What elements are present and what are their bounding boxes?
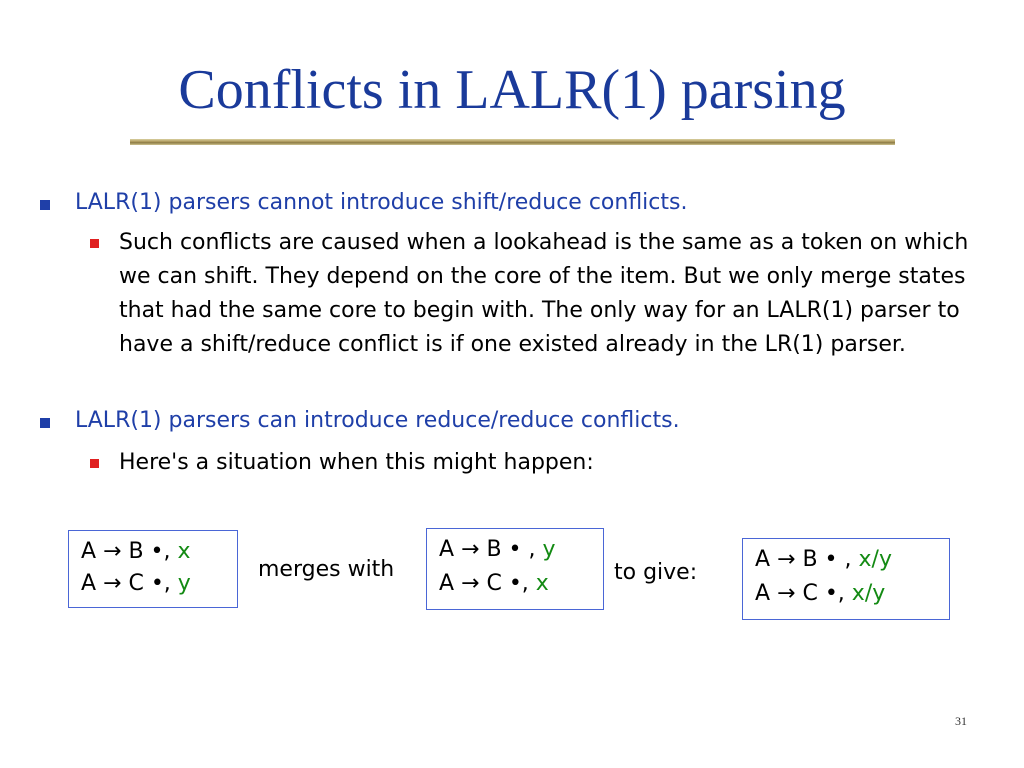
- lr-item-line: [755, 547, 892, 572]
- bullet-square-icon: [40, 418, 50, 428]
- lr-item: A → B • ,: [439, 537, 536, 562]
- lr-item: A → B •,: [81, 539, 171, 564]
- lr-item: A → C •,: [439, 571, 529, 596]
- slide-number: 31: [955, 714, 967, 728]
- merges-with-label: merges with: [258, 557, 395, 582]
- lr-item: A → B • ,: [755, 547, 852, 572]
- bullet-square-icon: [40, 200, 50, 210]
- lr-item: A → C •,: [81, 571, 171, 596]
- lookahead: x: [535, 571, 549, 596]
- lookahead: x: [177, 539, 191, 564]
- lookahead: y: [542, 537, 556, 562]
- item-set-box-2: [426, 528, 604, 610]
- bullet-square-icon: [90, 239, 99, 248]
- bullet-text: LALR(1) parsers can introduce reduce/reduce conflicts.: [75, 408, 680, 433]
- lr-item-line: [81, 571, 191, 596]
- lookahead: x/y: [858, 547, 892, 572]
- item-set-box-1: [68, 530, 238, 608]
- to-give-label: to give:: [614, 560, 698, 585]
- bullet-text: Here's a situation when this might happen:: [119, 450, 594, 475]
- item-set-box-merged: [742, 538, 950, 620]
- lr-item-line: [755, 581, 885, 606]
- lr-item-line: [439, 537, 556, 562]
- bullet-square-icon: [90, 459, 99, 468]
- lookahead: y: [177, 571, 191, 596]
- title-underline: [130, 139, 895, 145]
- bullet-text: Such conflicts are caused when a lookahead is the same as a token on which we can shift. They depend on the core of the item. But we only merge states that had the same core to begin with. The only way for an LALR(1) parser to have a shift/reduce conflict is if one existed already in the LR(1) parser.: [119, 230, 969, 357]
- slide-title: Conflicts in LALR(1) parsing: [178, 59, 846, 121]
- lr-item-line: [439, 571, 549, 596]
- lr-item: A → C •,: [755, 581, 845, 606]
- bullet-text: LALR(1) parsers cannot introduce shift/reduce conflicts.: [75, 190, 688, 215]
- lookahead: x/y: [851, 581, 886, 606]
- lr-item-line: [81, 539, 191, 564]
